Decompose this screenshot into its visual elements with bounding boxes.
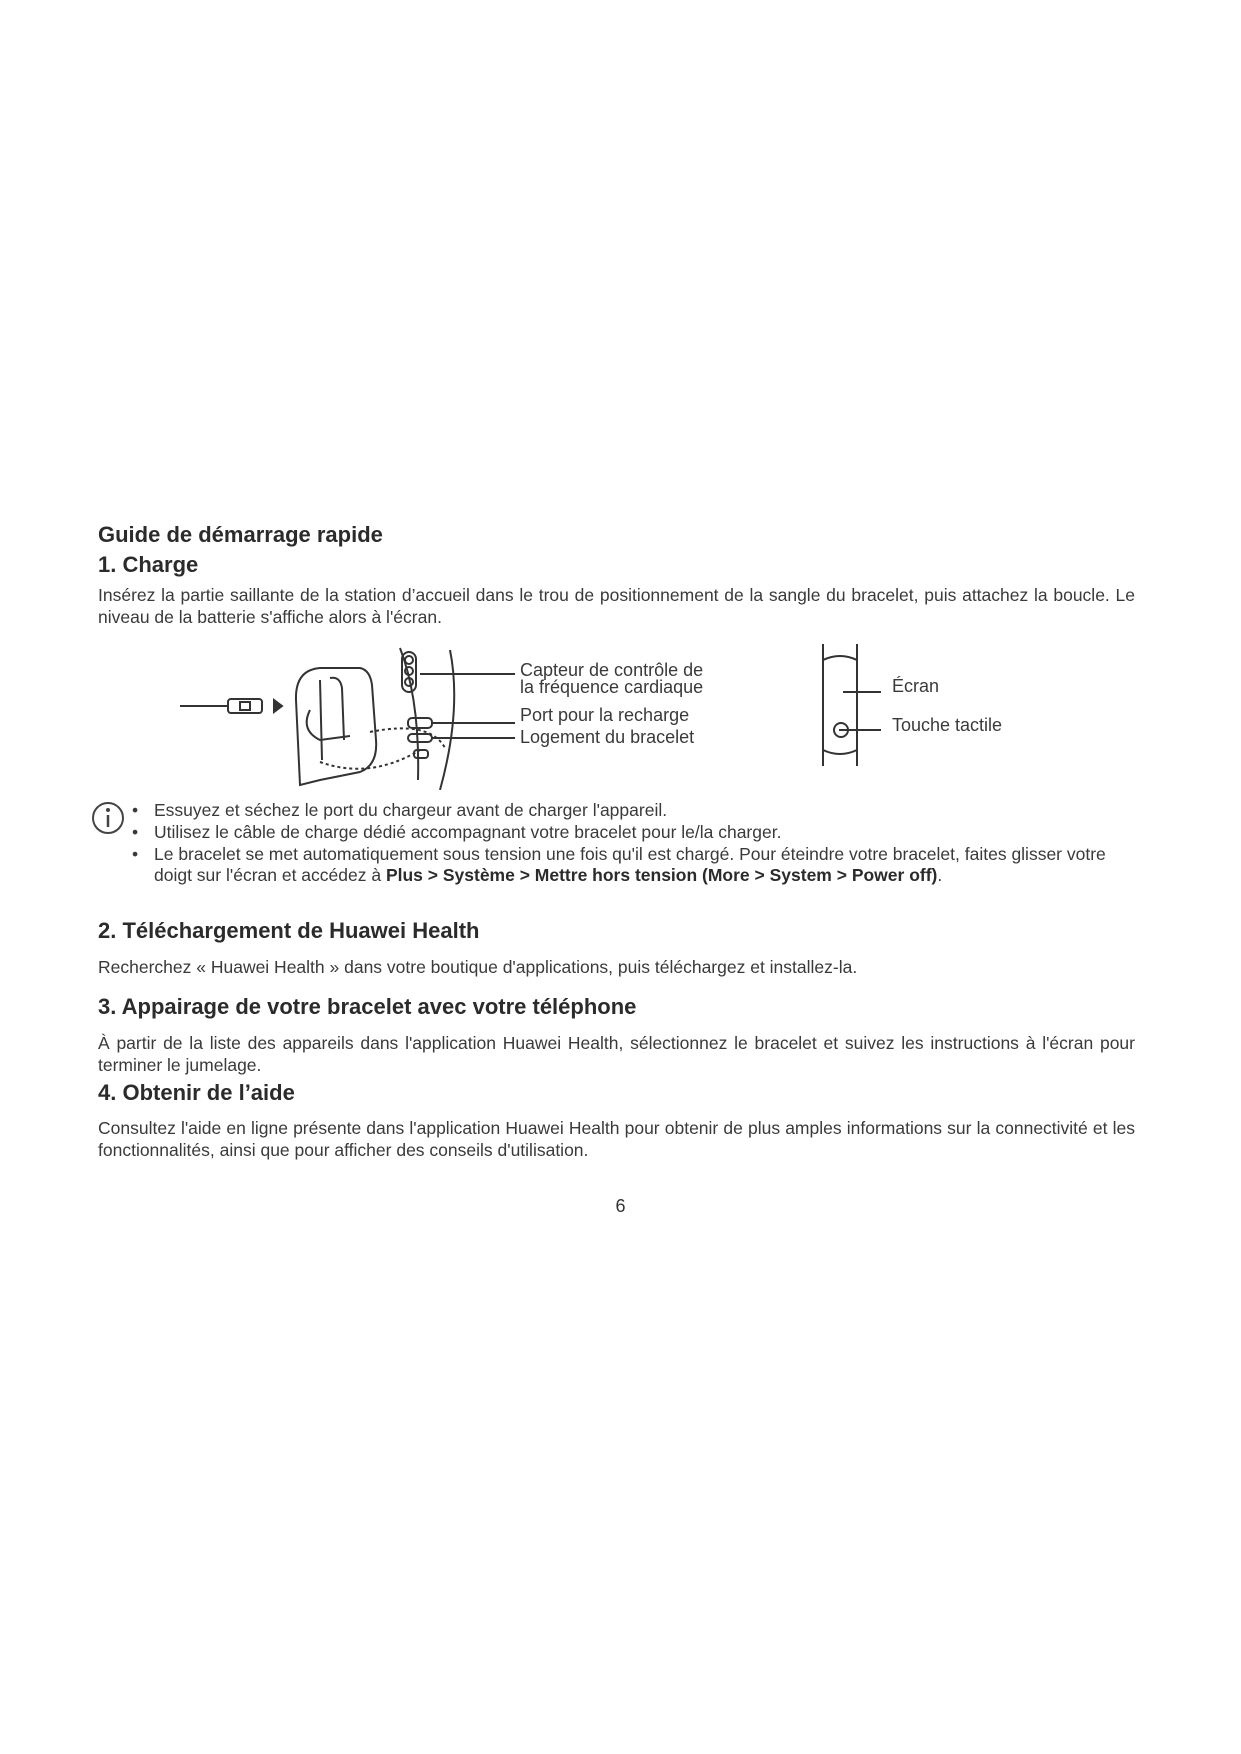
label-screen: Écran	[892, 676, 940, 696]
charging-port-icon	[408, 718, 432, 728]
notes-list	[132, 800, 1132, 886]
section-pairing-heading: 3. Appairage de votre bracelet avec votre téléphone	[98, 994, 637, 1019]
label-touch-key: Touche tactile	[892, 715, 1003, 735]
menu-path: Plus > Système > Mettre hors tension (More > System > Power off)	[385, 865, 938, 885]
section-help-heading: 4. Obtenir de l’aide	[98, 1080, 295, 1105]
note-item: • Le bracelet se met automatiquement sous tension une fois qu'il est chargé. Pour éteindre votre bracelet, faites glisser votre doigt sur l'écran et accédez à Plus > Système > Mettre hors tension (More > System > Power off).	[132, 844, 1106, 885]
label-heart-rate-sensor-line2: la fréquence cardiaque	[520, 677, 704, 697]
section-download-heading: 2. Téléchargement de Huawei Health	[98, 918, 480, 943]
charging-cradle-diagram	[170, 640, 520, 790]
section-pairing-text: À partir de la liste des appareils dans l'application Huawei Health, sélectionnez le bracelet et suivez les instructions à l'écran pour terminer le jumelage.	[98, 1033, 1135, 1075]
section-download-text: Recherchez « Huawei Health » dans votre boutique d'applications, puis téléchargez et installez-la.	[98, 957, 858, 977]
guide-title: Guide de démarrage rapide	[98, 522, 383, 547]
label-band-slot: Logement du bracelet	[520, 727, 695, 747]
note-item: • Essuyez et séchez le port du chargeur avant de charger l'appareil.	[132, 800, 668, 820]
band-front-diagram	[815, 640, 895, 770]
section-charge-text: Insérez la partie saillante de la station d’accueil dans le trou de positionnement de la sangle du bracelet, puis attachez la boucle. Le niveau de la batterie s'affiche alors à l'écran.	[98, 585, 1135, 627]
band-slot-icon	[408, 734, 432, 742]
label-heart-rate-sensor-line1: Capteur de contrôle de	[520, 660, 704, 680]
section-help-text: Consultez l'aide en ligne présente dans l'application Huawei Health pour obtenir de plus amples informations sur la connectivité et les fonctionnalités, ainsi que pour afficher des conseils d'utilisation.	[98, 1118, 1135, 1160]
bullet-icon: •	[132, 822, 139, 842]
label-charging-port: Port pour la recharge	[520, 705, 690, 725]
bullet-icon: •	[132, 844, 139, 864]
page-number: 6	[615, 1196, 626, 1216]
band-edge-right	[440, 650, 454, 790]
bullet-icon: •	[132, 800, 139, 820]
section-charge-heading: 1. Charge	[98, 552, 199, 577]
arrow-icon	[274, 700, 282, 712]
note-item: • Utilisez le câble de charge dédié accompagnant votre bracelet pour le/la charger.	[132, 822, 782, 842]
info-icon	[90, 800, 126, 836]
